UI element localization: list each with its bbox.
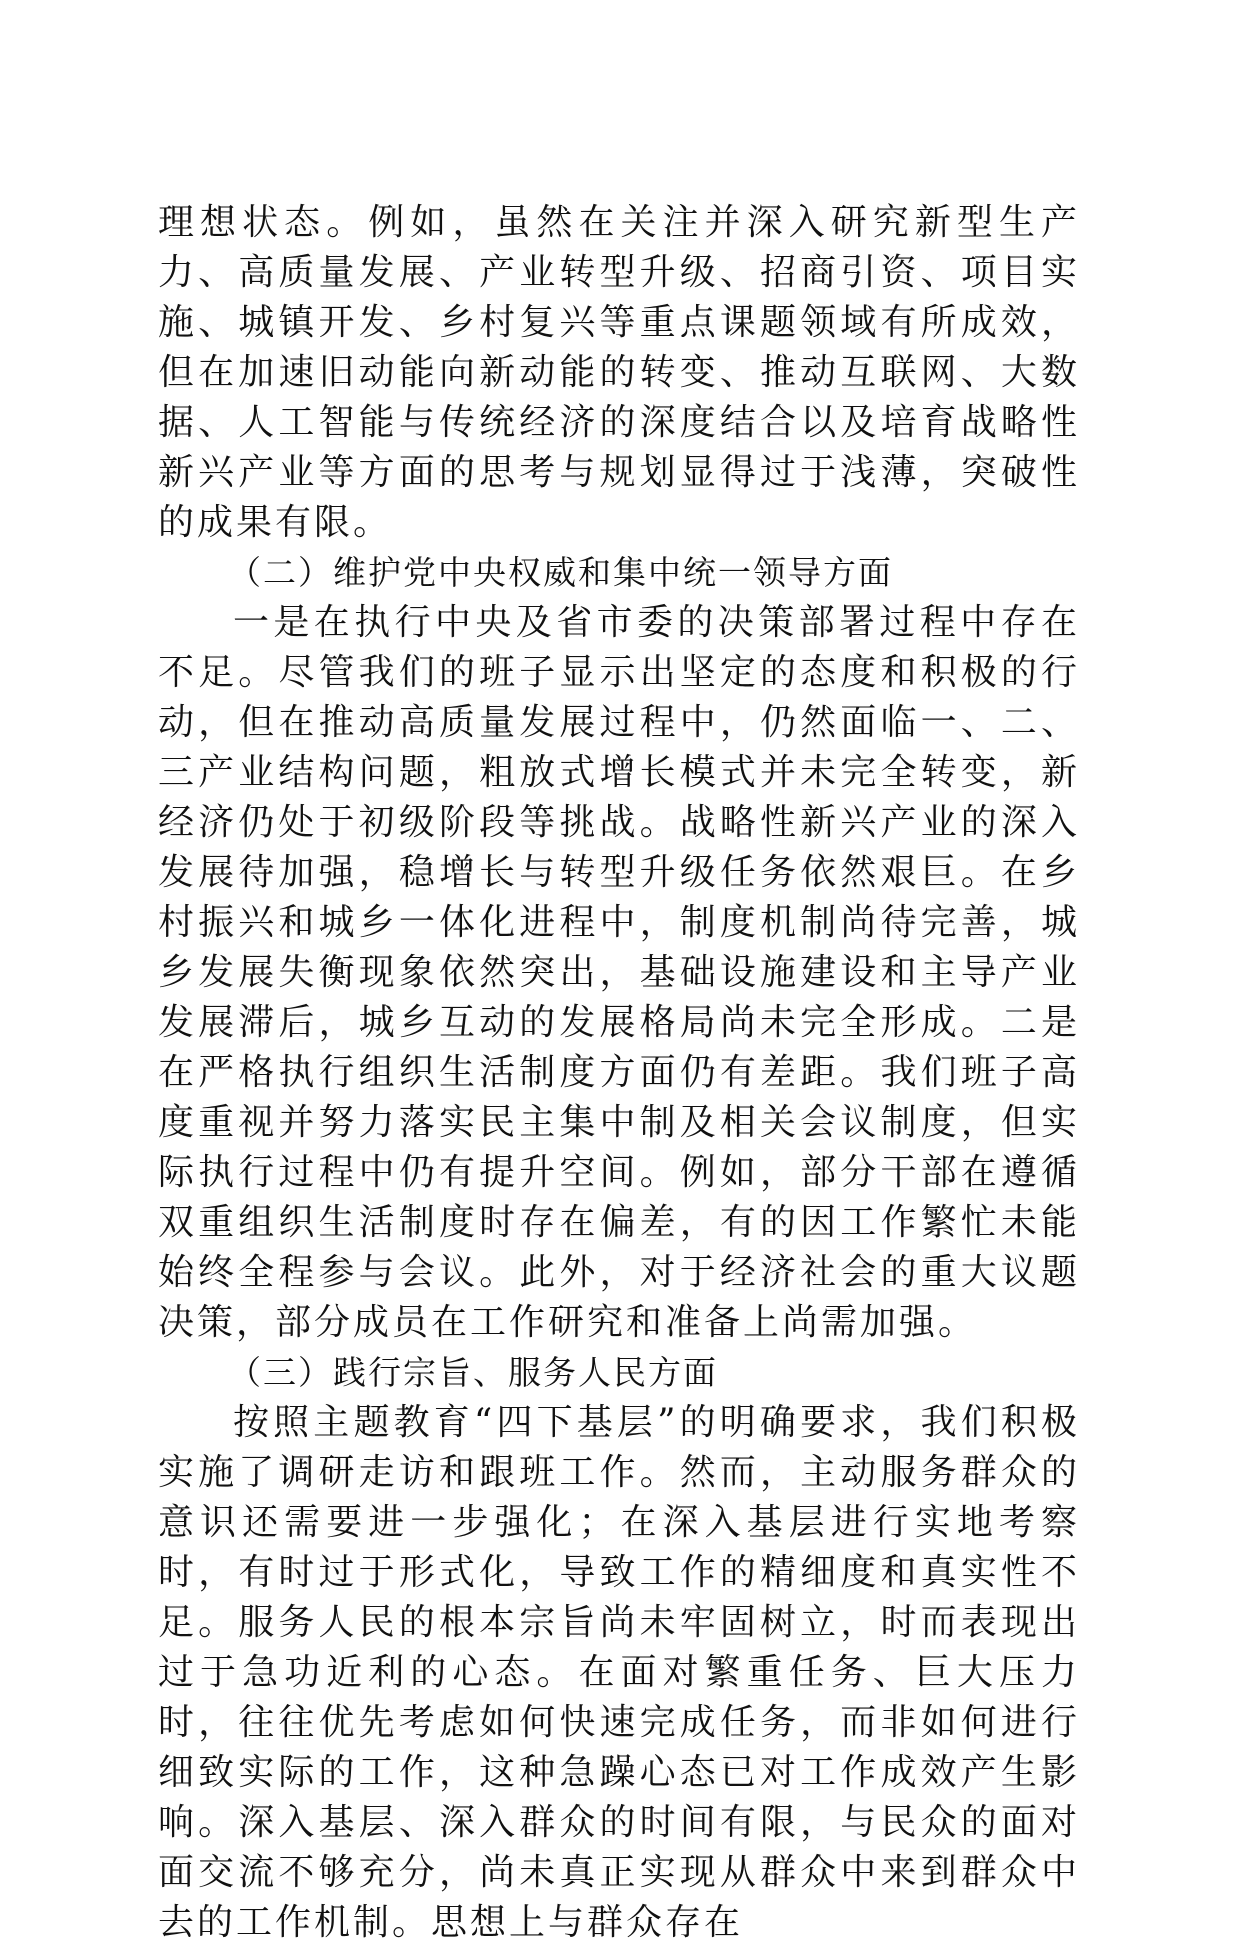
document-body <box>158 198 1080 1948</box>
paragraph-1: 理想状态。例如，虽然在关注并深入研究新型生产力、高质量发展、产业转型升级、招商引资、项目实施、城镇开发、乡村复兴等重点课题领域有所成效，但在加速旧动能向新动能的转变、推动互联网、大数据、人工智能与传统经济的深度结合以及培育战略性新兴产业等方面的思考与规划显得过于浅薄，突破性的成果有限。 <box>158 202 1080 543</box>
paragraph-2: 一是在执行中央及省市委的决策部署过程中存在不足。尽管我们的班子显示出坚定的态度和积极的行动，但在推动高质量发展过程中，仍然面临一、二、三产业结构问题，粗放式增长模式并未完全转变，新经济仍处于初级阶段等挑战。战略性新兴产业的深入发展待加强，稳增长与转型升级任务依然艰巨。在乡村振兴和城乡一体化进程中，制度机制尚待完善，城乡发展失衡现象依然突出，基础设施建设和主导产业发展滞后，城乡互动的发展格局尚未完全形成。二是在严格执行组织生活制度方面仍有差距。我们班子高度重视并努力落实民主集中制及相关会议制度，但实际执行过程中仍有提升空间。例如，部分干部在遵循双重组织生活制度时存在偏差，有的因工作繁忙未能始终全程参与会议。此外，对于经济社会的重大议题决策，部分成员在工作研究和准备上尚需加强。 <box>158 602 1080 1343</box>
section-heading-3: （三）践行宗旨、服务人民方面 <box>228 1353 718 1392</box>
section-heading-2: （二）维护党中央权威和集中统一领导方面 <box>228 553 893 592</box>
paragraph-3: 按照主题教育“四下基层”的明确要求，我们积极实施了调研走访和跟班工作。然而，主动服务群众的意识还需要进一步强化；在深入基层进行实地考察时，有时过于形式化，导致工作的精细度和真实性不足。服务人民的根本宗旨尚未牢固树立，时而表现出过于急功近利的心态。在面对繁重任务、巨大压力时，往往优先考虑如何快速完成任务，而非如何进行细致实际的工作，这种急躁心态已对工作成效产生影响。深入基层、深入群众的时间有限，与民众的面对面交流不够充分，尚未真正实现从群众中来到群众中去的工作机制。思想上与群众存在 <box>158 1402 1080 1943</box>
